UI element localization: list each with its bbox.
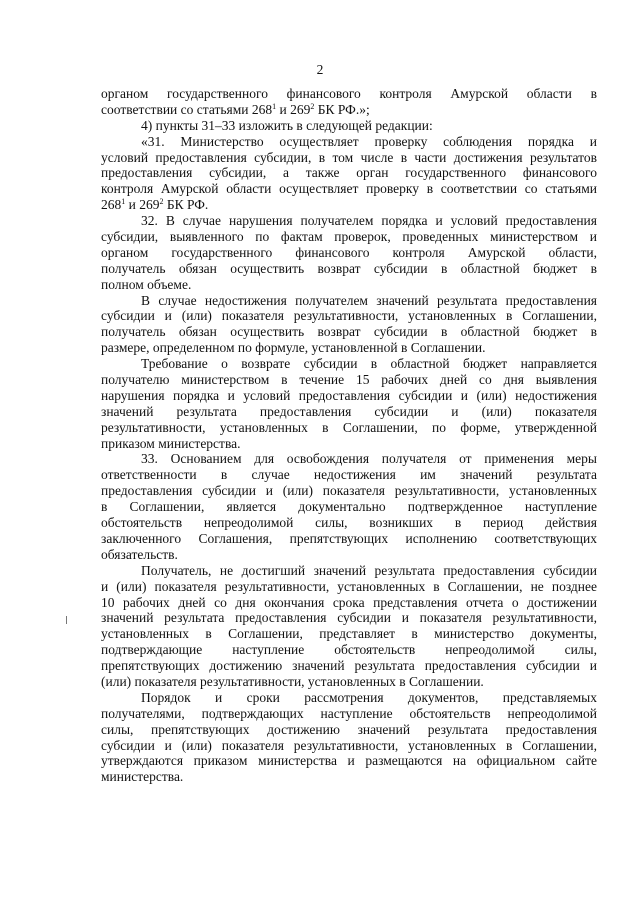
text-line: органом государственного финансового контроля Амурской области, [101, 244, 597, 260]
text-line: установленных в Соглашении, представляет в министерство документы, [101, 626, 597, 642]
text-line: обстоятельств непреодолимой силы, возникших в период действия [101, 515, 597, 531]
text-line: получателями, подтверждающих наступление обстоятельств непреодолимой [101, 705, 597, 721]
document-body [101, 86, 597, 785]
text-line: препятствующих достижению значений результата предоставления субсидии и [101, 658, 597, 674]
text-line: министерства. [101, 769, 184, 785]
text-line: 33. Основанием для освобождения получателя от применения меры [141, 451, 597, 467]
text-line: 32. В случае нарушения получателем порядка и условий предоставления [141, 213, 597, 229]
text-line: соответствии со статьями $268^1$ и $269^2$ БК РФ.»; [101, 101, 370, 117]
text-line: получателю министерством в течение 15 рабочих дней со дня выявления [101, 372, 597, 388]
text-line: предоставления субсидии, а также орган государственного финансового [101, 165, 597, 181]
text-line: утверждаются приказом министерства и размещаются на официальном сайте [101, 753, 597, 769]
text-line: получатель обязан осуществить возврат субсидии в областной бюджет в [101, 324, 597, 340]
text-line: субсидии, выявленного по фактам проверок, проведенных министерством и [101, 229, 597, 245]
page-number: 2 [316, 62, 324, 77]
text-line: нарушения порядка и условий предоставления субсидии и (или) недостижения [101, 387, 597, 403]
text-line: полном объеме. [101, 276, 192, 292]
text-line: Порядок и сроки рассмотрения документов, представляемых [141, 689, 597, 705]
text-line: размере, определенном по формуле, установленной в Соглашении. [101, 340, 486, 356]
text-line: предоставления субсидии и (или) показателя результативности, установленных [101, 483, 597, 499]
text-line: результативности, установленных в Соглашении, по форме, утвержденной [101, 419, 597, 435]
text-line: субсидии и (или) показателя результативности, установленных в Соглашении, [101, 737, 597, 753]
text-line: $268^1$ и $269^2$ БК РФ. [101, 197, 209, 213]
text-line: 10 рабочих дней со дня окончания срока представления отчета о достижении [101, 594, 597, 610]
text-line: подтверждающие наступление обстоятельств непреодолимой силы, [101, 642, 597, 658]
text-line: Требование о возврате субсидии в областной бюджет направляется [141, 356, 597, 372]
text-line: субсидии и (или) показателя результативности, установленных в Соглашении, [101, 308, 597, 324]
text-line: контроля Амурской области осуществляет проверку в соответствии со статьями [101, 181, 597, 197]
text-line: В случае недостижения получателем значений результата предоставления [141, 292, 597, 308]
text-line: обязательств. [101, 546, 178, 562]
text-line: значений результата предоставления субсидии и (или) показателя [101, 403, 597, 419]
text-line: ответственности в случае недостижения им значений результата [101, 467, 597, 483]
margin-mark [66, 616, 67, 624]
text-line: в Соглашении, является документально подтвержденное наступление [101, 499, 597, 515]
text-line: получатель обязан осуществить возврат субсидии в областной бюджет в [101, 260, 597, 276]
text-line: 4) пункты 31–33 изложить в следующей редакции: [141, 117, 433, 133]
text-line: (или) показателя результативности, установленных в Соглашении. [101, 673, 484, 689]
text-line: «31. Министерство осуществляет проверку соблюдения порядка и [141, 133, 597, 149]
text-line: Получатель, не достигший значений результата предоставления субсидии [141, 562, 597, 578]
text-line: заключенного Соглашения, препятствующих исполнению соответствующих [101, 530, 597, 546]
text-line: органом государственного финансового контроля Амурской области в [101, 86, 597, 101]
text-line: силы, препятствующих достижению значений результата предоставления [101, 721, 597, 737]
text-line: условий предоставления субсидии, в том числе в части достижения результатов [101, 149, 597, 165]
text-line: значений результата предоставления субсидии и показателя результативности, [101, 610, 597, 626]
text-line: и (или) показателя результативности, установленных в Соглашении, не позднее [101, 578, 597, 594]
text-line: приказом министерства. [101, 435, 241, 451]
